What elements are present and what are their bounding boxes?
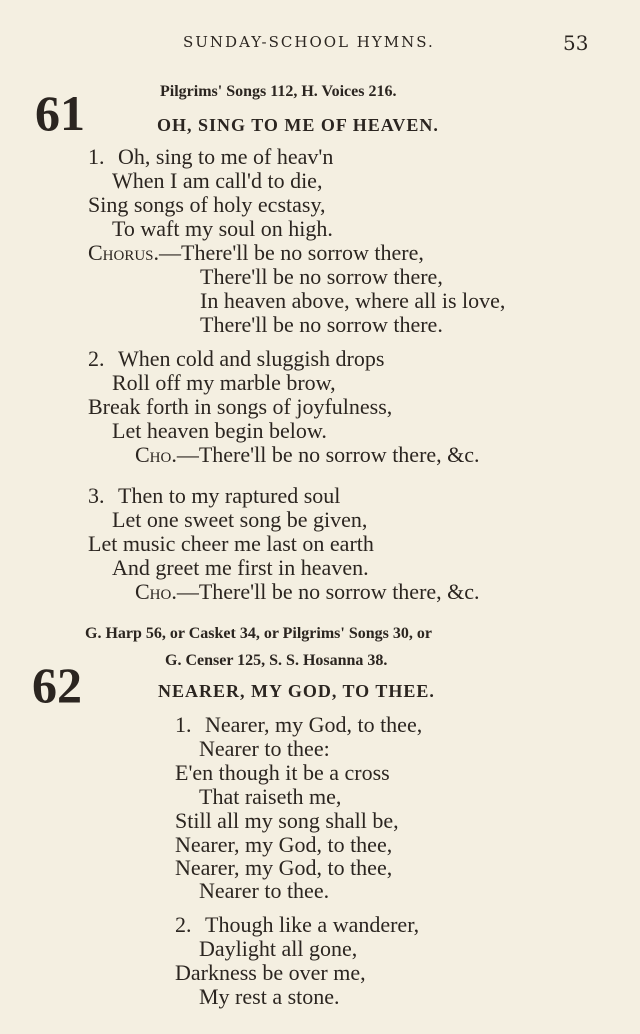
- hymn-62-verse-1-line-1: Nearer, my God, to thee,: [205, 712, 423, 737]
- hymn-61-verse-2-number: 2.: [88, 346, 105, 371]
- chorus-label: Cho.: [135, 442, 177, 467]
- hymn-62-verse-2-line-1: Though like a wanderer,: [205, 912, 420, 937]
- hymn-62-verse-1-line-7: Nearer, my God, to thee,: [175, 855, 393, 880]
- hymn-62-verse-1-number: 1.: [175, 712, 192, 737]
- hymn-62-source-line-1: G. Harp 56, or Casket 34, or Pilgrims' Songs 30, or: [85, 625, 432, 642]
- hymn-62-verse-2-line-2: Daylight all gone,: [199, 936, 358, 961]
- hymn-62-verse-1-line-5: Still all my song shall be,: [175, 808, 399, 833]
- chorus-text: —There'll be no sorrow there,: [159, 240, 424, 265]
- hymn-61-chorus-line-1: [88, 242, 424, 264]
- hymn-61-verse-2-line-4: Let heaven begin below.: [112, 418, 327, 443]
- hymn-61-verse-1-line-3: Sing songs of holy ecstasy,: [88, 192, 326, 217]
- hymn-61-title: OH, SING TO ME OF HEAVEN.: [157, 115, 439, 135]
- hymn-61-verse-1-line-1: Oh, sing to me of heav'n: [118, 144, 334, 169]
- hymn-61-chorus-line-2: There'll be no sorrow there,: [200, 264, 443, 289]
- hymn-61-number: 61: [35, 85, 85, 141]
- hymn-61-verse-3-line-3: Let music cheer me last on earth: [88, 531, 374, 556]
- hymn-62-verse-1-line-3: E'en though it be a cross: [175, 760, 390, 785]
- hymn-61-verse-2-chorus: [135, 444, 480, 466]
- page-number: 53: [563, 31, 589, 55]
- hymn-61-verse-3-number: 3.: [88, 483, 105, 508]
- hymn-62-number: 62: [32, 657, 82, 713]
- hymn-61-verse-3-line-1: Then to my raptured soul: [118, 483, 341, 508]
- hymn-61-verse-3-line-4: And greet me first in heaven.: [112, 555, 369, 580]
- hymn-61-verse-1-line-2: When I am call'd to die,: [112, 168, 323, 193]
- hymn-61-source: Pilgrims' Songs 112, H. Voices 216.: [160, 83, 397, 100]
- hymn-61-chorus-line-3: In heaven above, where all is love,: [200, 288, 506, 313]
- hymn-62-verse-1-line-6: Nearer, my God, to thee,: [175, 832, 393, 857]
- hymn-62-title: NEARER, MY GOD, TO THEE.: [158, 681, 435, 701]
- hymn-61-verse-2-line-3: Break forth in songs of joyfulness,: [88, 394, 393, 419]
- chorus-text: —There'll be no sorrow there, &c.: [176, 579, 480, 604]
- hymn-61-verse-3-chorus: [135, 581, 480, 603]
- running-head: SUNDAY-SCHOOL HYMNS.: [183, 33, 435, 51]
- chorus-label: Cho.: [135, 579, 177, 604]
- hymn-61-verse-1-line-4: To waft my soul on high.: [112, 216, 333, 241]
- hymn-61-verse-2-line-2: Roll off my marble brow,: [112, 370, 336, 395]
- hymn-61-verse-1-number: 1.: [88, 144, 105, 169]
- hymn-62-verse-1-line-8: Nearer to thee.: [199, 878, 330, 903]
- hymn-61-verse-3-line-2: Let one sweet song be given,: [112, 507, 368, 532]
- chorus-label: Chorus.: [88, 240, 160, 265]
- hymn-61-verse-2-line-1: When cold and sluggish drops: [118, 346, 385, 371]
- hymn-62-verse-1-line-2: Nearer to thee:: [199, 736, 330, 761]
- hymn-62-verse-1-line-4: That raiseth me,: [199, 784, 342, 809]
- hymn-62-verse-2-number: 2.: [175, 912, 192, 937]
- hymn-62-source-line-2: G. Censer 125, S. S. Hosanna 38.: [165, 652, 388, 669]
- hymn-62-verse-2-line-4: My rest a stone.: [199, 984, 340, 1009]
- hymn-62-verse-2-line-3: Darkness be over me,: [175, 960, 366, 985]
- hymn-61-chorus-line-4: There'll be no sorrow there.: [200, 312, 443, 337]
- chorus-text: —There'll be no sorrow there, &c.: [176, 442, 480, 467]
